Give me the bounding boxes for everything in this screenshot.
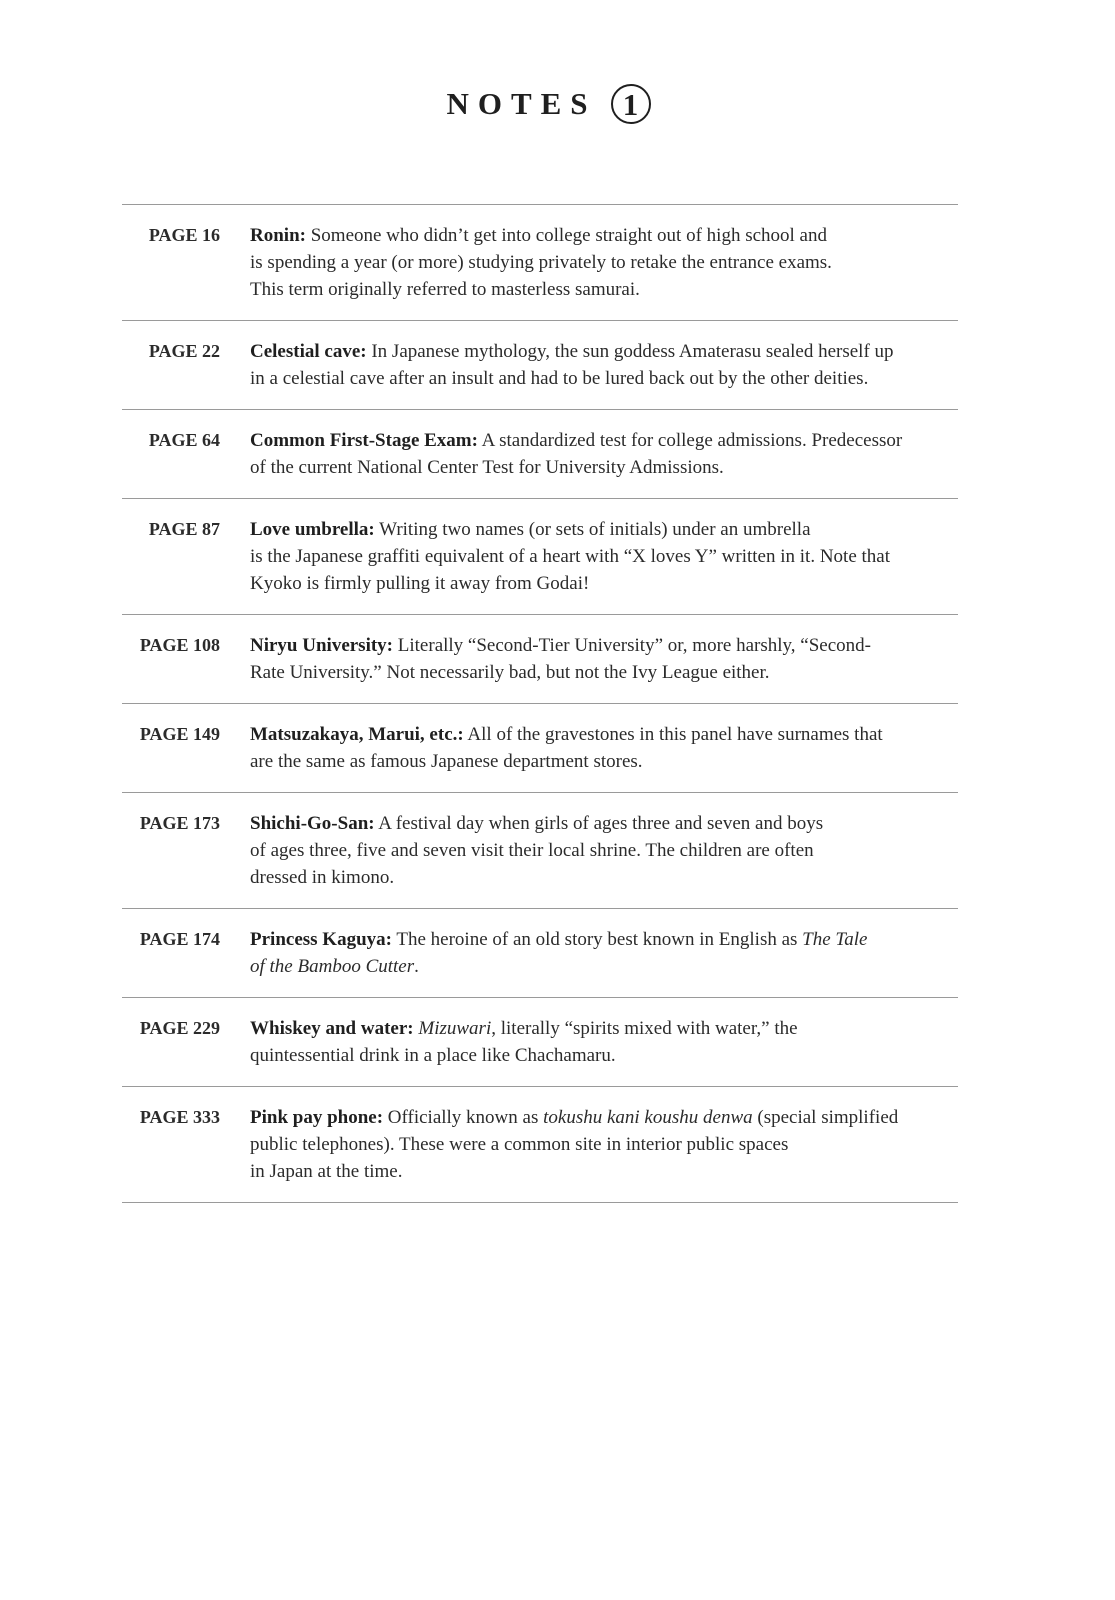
- note-text-segment: Officially known as: [383, 1107, 544, 1128]
- note-text: [250, 516, 950, 597]
- note-row: [122, 998, 958, 1087]
- note-text: [250, 926, 950, 980]
- note-text-segment: (special simplified: [752, 1107, 899, 1128]
- note-text-segment: , literally “spirits mixed with water,” the: [491, 1018, 798, 1039]
- note-row: [122, 909, 958, 998]
- note-text-segment: in Japan at the time.: [250, 1161, 403, 1182]
- note-text-line: [250, 837, 950, 864]
- note-text: [250, 632, 950, 686]
- note-text-segment: Writing two names (or sets of initials) under an umbrella: [374, 519, 811, 540]
- note-term: Pink pay phone:: [250, 1107, 384, 1128]
- note-text-line: [250, 1158, 950, 1185]
- note-term: Ronin:: [250, 225, 306, 246]
- page-header: [0, 84, 1115, 124]
- note-text-segment: All of the gravestones in this panel have surnames that: [463, 724, 883, 745]
- note-page-reference: PAGE 87: [148, 519, 220, 539]
- note-page-reference: PAGE 174: [139, 929, 220, 949]
- note-text-line: [250, 926, 950, 953]
- note-text-segment: dressed in kimono.: [250, 867, 395, 888]
- note-text-line: [250, 222, 950, 249]
- note-row: [122, 321, 958, 410]
- note-text: [250, 338, 950, 392]
- note-text: [250, 721, 950, 775]
- note-text-segment: The heroine of an old story best known in English as: [391, 929, 803, 950]
- note-text-line: [250, 864, 950, 891]
- note-text: [250, 222, 950, 303]
- note-row: [122, 793, 958, 909]
- volume-number-badge: 1: [611, 84, 651, 124]
- note-text-line: [250, 748, 950, 775]
- note-row: [122, 205, 958, 321]
- note-row: [122, 499, 958, 615]
- note-italic-text: tokushu kani koushu denwa: [543, 1107, 753, 1128]
- note-text-line: [250, 721, 950, 748]
- note-text-segment: of ages three, five and seven visit their local shrine. The children are often: [250, 840, 814, 861]
- note-term: Matsuzakaya, Marui, etc.:: [250, 724, 464, 745]
- note-italic-text: Mizuwari: [418, 1018, 492, 1039]
- note-italic-text: The Tale: [802, 929, 868, 950]
- note-text-line: [250, 659, 950, 686]
- note-text: [250, 1015, 950, 1069]
- note-text-segment: Someone who didn’t get into college straight out of high school and: [305, 225, 827, 246]
- note-text-segment: In Japanese mythology, the sun goddess Amaterasu sealed herself up: [366, 341, 894, 362]
- note-text-line: [250, 365, 950, 392]
- note-text-segment: .: [414, 956, 419, 977]
- note-page-reference: PAGE 173: [139, 813, 220, 833]
- note-term: Princess Kaguya:: [250, 929, 392, 950]
- note-term: Niryu University:: [250, 635, 394, 656]
- note-text-segment: is the Japanese graffiti equivalent of a heart with “X loves Y” written in it. Note that: [250, 546, 890, 567]
- note-text-line: [250, 454, 950, 481]
- note-text-segment: Literally “Second-Tier University” or, more harshly, “Second-: [393, 635, 871, 656]
- page-title: NOTES: [446, 86, 597, 121]
- note-text-line: [250, 953, 950, 980]
- note-text-line: [250, 516, 950, 543]
- note-text-segment: A standardized test for college admissions. Predecessor: [477, 430, 903, 451]
- notes-list: [122, 204, 958, 1203]
- note-text-segment: Rate University.” Not necessarily bad, but not the Ivy League either.: [250, 662, 770, 683]
- note-text: [250, 810, 950, 891]
- note-text-line: [250, 276, 950, 303]
- note-text-line: [250, 1104, 950, 1131]
- note-page-reference: PAGE 333: [139, 1107, 220, 1127]
- note-text-line: [250, 1015, 950, 1042]
- note-text-line: [250, 1042, 950, 1069]
- note-text-segment: A festival day when girls of ages three and seven and boys: [374, 813, 824, 834]
- note-text-line: [250, 427, 950, 454]
- note-text-line: [250, 810, 950, 837]
- note-text-line: [250, 543, 950, 570]
- note-text: [250, 427, 950, 481]
- note-term: Celestial cave:: [250, 341, 367, 362]
- note-text-line: [250, 570, 950, 597]
- note-page-reference: PAGE 149: [139, 724, 220, 744]
- note-row: [122, 615, 958, 704]
- note-text-segment: are the same as famous Japanese department stores.: [250, 751, 643, 772]
- note-text-segment: Kyoko is firmly pulling it away from Godai!: [250, 573, 590, 594]
- note-page-reference: PAGE 22: [148, 341, 220, 361]
- note-page-reference: PAGE 108: [139, 635, 220, 655]
- note-row: [122, 1087, 958, 1203]
- note-text-line: [250, 338, 950, 365]
- note-text-line: [250, 1131, 950, 1158]
- note-page-reference: PAGE 64: [148, 430, 220, 450]
- note-text-line: [250, 632, 950, 659]
- note-text-segment: is spending a year (or more) studying privately to retake the entrance exams.: [250, 252, 832, 273]
- note-text-segment: This term originally referred to masterless samurai.: [250, 279, 640, 300]
- note-page-reference: PAGE 16: [148, 225, 220, 245]
- note-text-segment: public telephones). These were a common site in interior public spaces: [250, 1134, 789, 1155]
- note-row: [122, 410, 958, 499]
- note-term: Love umbrella:: [250, 519, 375, 540]
- note-term: Common First-Stage Exam:: [250, 430, 478, 451]
- note-text: [250, 1104, 950, 1185]
- note-text-line: [250, 249, 950, 276]
- note-term: Whiskey and water:: [250, 1018, 414, 1039]
- note-page-reference: PAGE 229: [139, 1018, 220, 1038]
- header-title-group: [446, 84, 650, 124]
- note-text-segment: quintessential drink in a place like Chachamaru.: [250, 1045, 616, 1066]
- note-italic-text: of the Bamboo Cutter: [250, 956, 415, 977]
- note-term: Shichi-Go-San:: [250, 813, 375, 834]
- note-text-segment: in a celestial cave after an insult and had to be lured back out by the other deities.: [250, 368, 869, 389]
- note-row: [122, 704, 958, 793]
- note-text-segment: of the current National Center Test for University Admissions.: [250, 457, 724, 478]
